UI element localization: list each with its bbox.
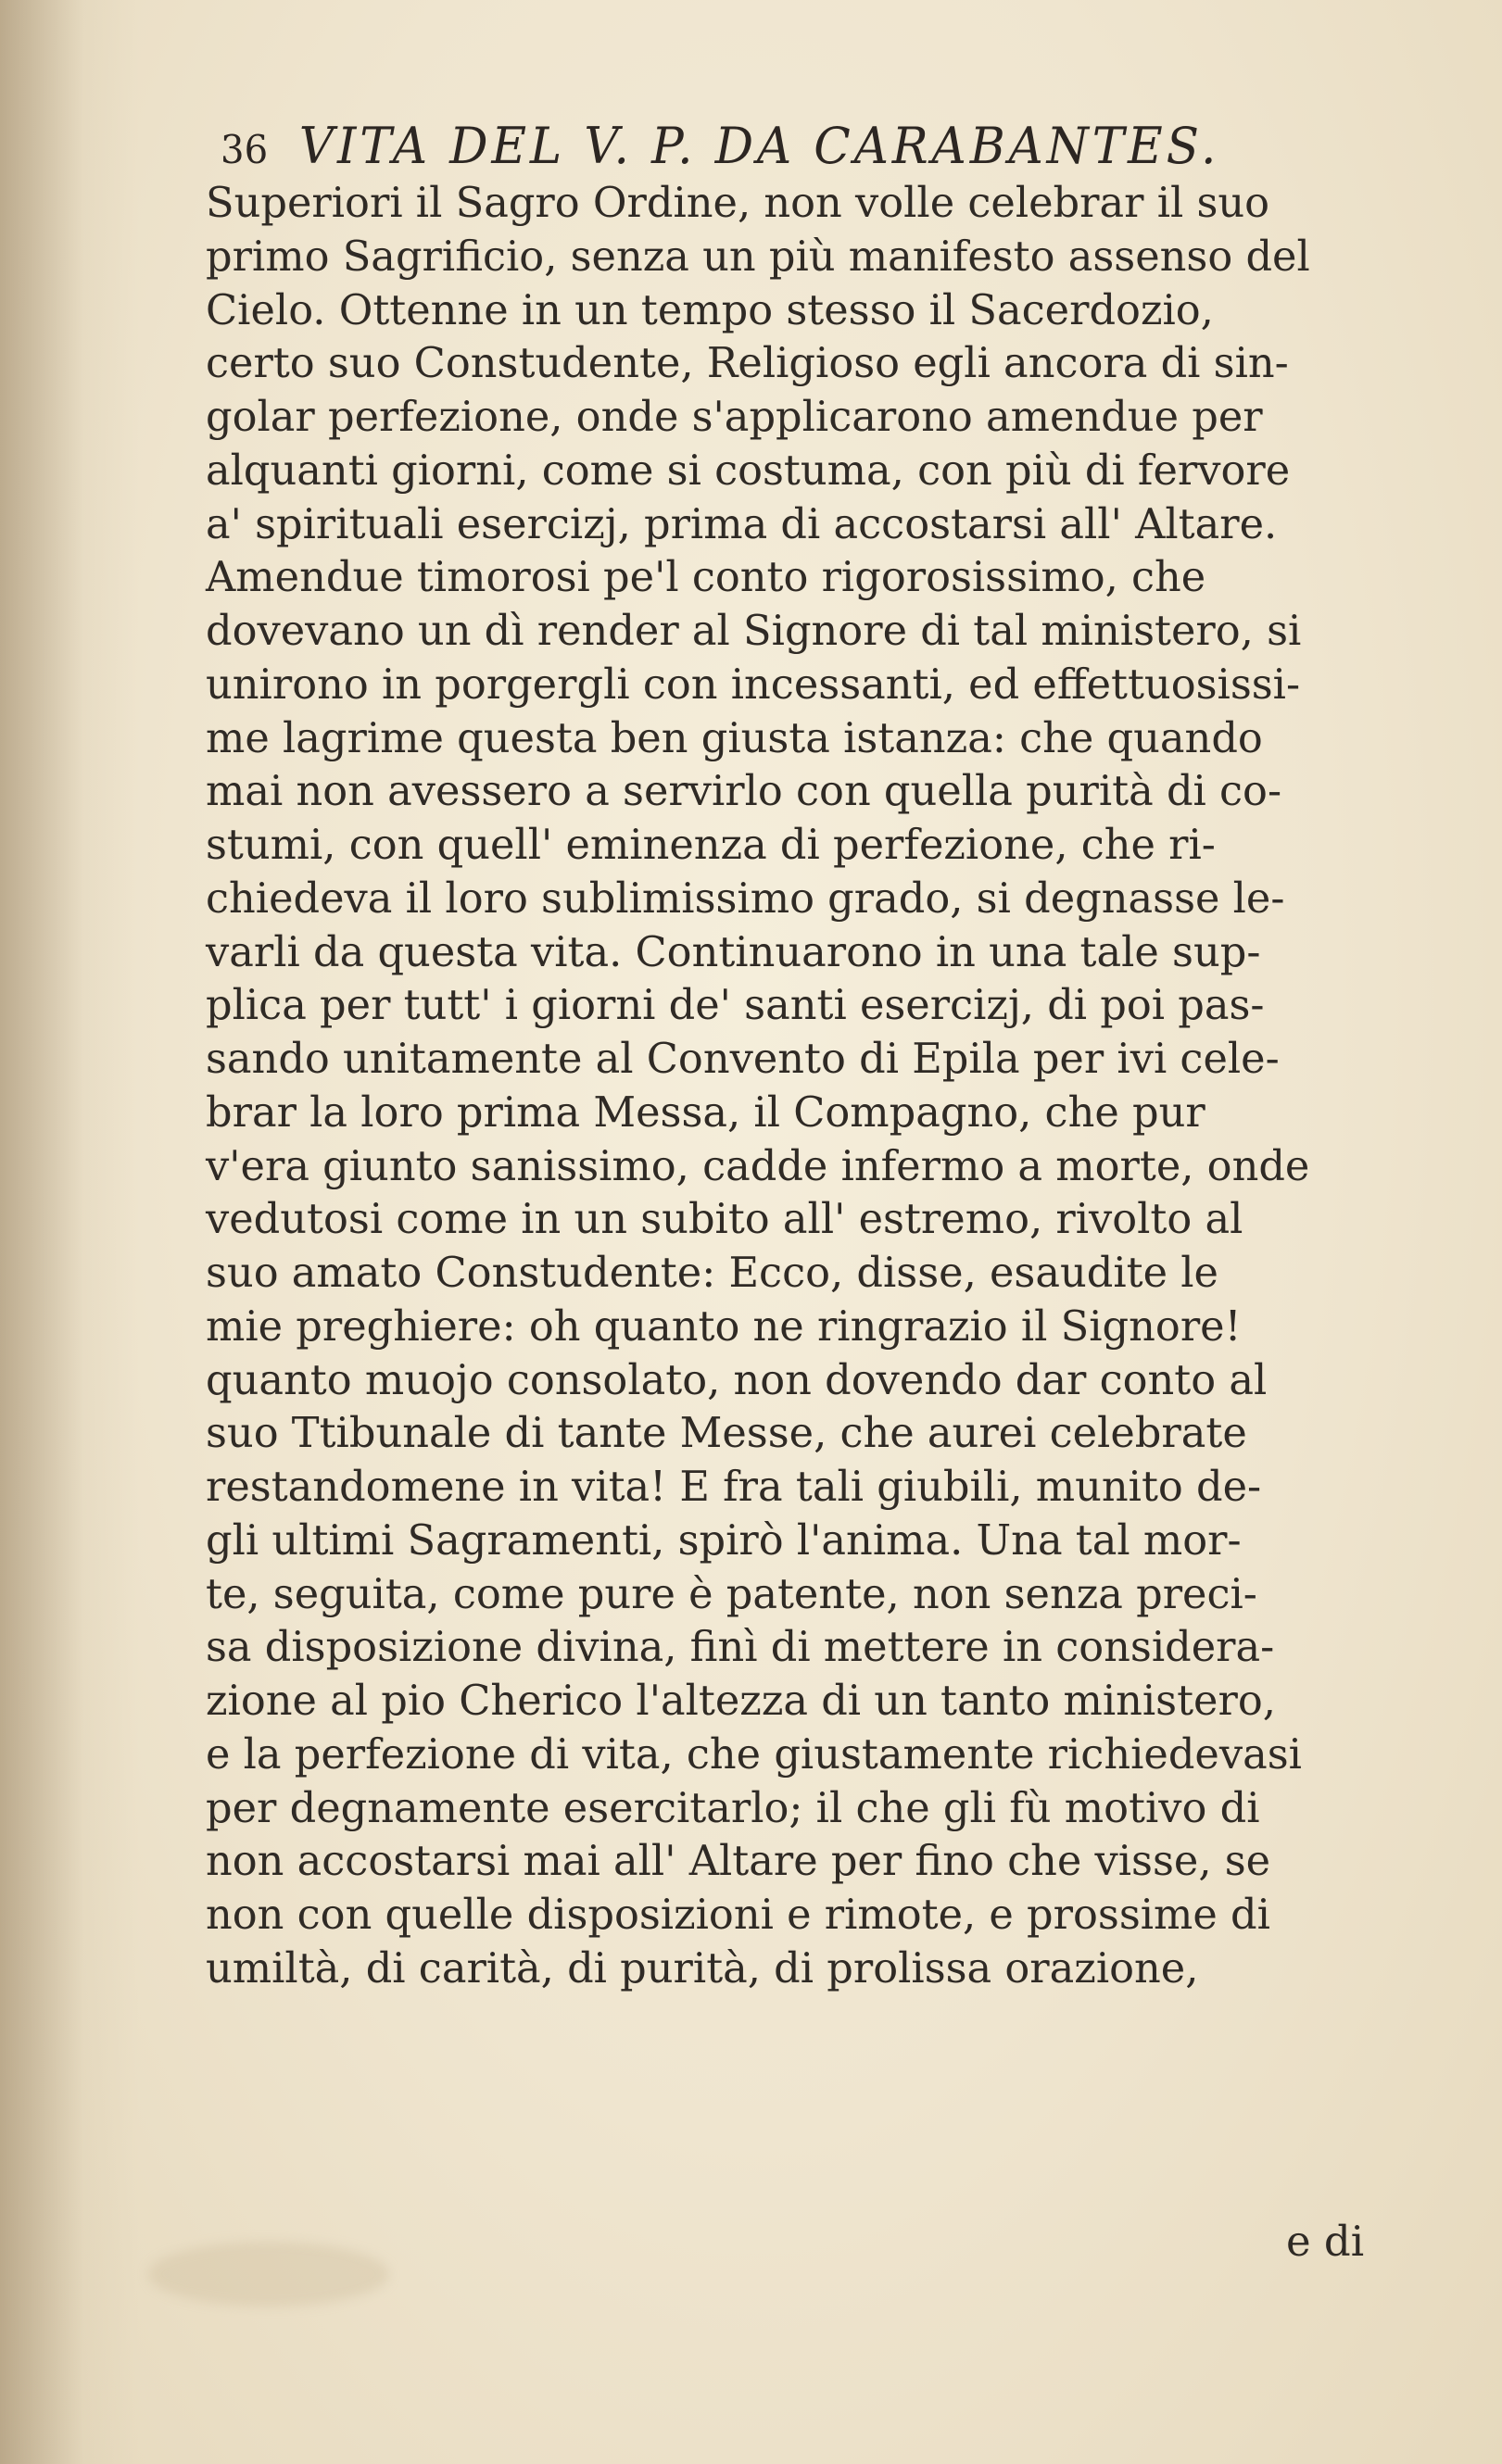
- text-line: a' spirituali esercizj, prima di accostarsi all' Altare.: [206, 498, 1278, 548]
- text-line: umiltà, di carità, di purità, di prolissa orazione,: [206, 1942, 1199, 1993]
- spine-shadow: [0, 0, 139, 2464]
- running-head: [221, 109, 1462, 183]
- text-line: restandomene in vita! E fra tali giubili, munito de-: [206, 1462, 1262, 1511]
- text-line: mie preghiere: oh quanto ne ringrazio il Signore!: [206, 1301, 1242, 1351]
- text-line: zione al pio Cherico l'altezza di un tanto ministero,: [206, 1676, 1276, 1725]
- text-line: sando unitamente al Convento di Epila per ivi cele-: [206, 1034, 1280, 1083]
- text-line: suo Ttibunale di tante Messe, che aurei celebrate: [206, 1408, 1247, 1458]
- text-line: primo Sagrificio, senza un più manifesto assenso del: [206, 231, 1310, 281]
- text-line: certo suo Constudente, Religioso egli ancora di sin-: [206, 338, 1289, 388]
- text-line: e la perfezione di vita, che giustamente richiedevasi: [206, 1729, 1302, 1779]
- text-line: varli da questa vita. Continuarono in una tale sup-: [206, 926, 1261, 976]
- text-line: alquanti giorni, come si costuma, con più di fervore: [206, 445, 1291, 495]
- text-line: non con quelle disposizioni e rimote, e prossime di: [206, 1890, 1270, 1939]
- text-line: mai non avessero a servirlo con quella purità di co-: [206, 766, 1282, 816]
- paper-stain: [148, 2242, 389, 2307]
- text-line: golar perfezione, onde s'applicarono amendue per: [206, 392, 1263, 441]
- text-line: plica per tutt' i giorni de' santi esercizj, di poi pas-: [206, 980, 1265, 1030]
- text-line: non accostarsi mai all' Altare per fino che visse, se: [206, 1836, 1271, 1886]
- text-line: Superiori il Sagro Ordine, non volle celebrar il suo: [206, 178, 1270, 227]
- text-line: te, seguita, come pure è patente, non senza preci-: [206, 1568, 1257, 1618]
- text-line: Amendue timorosi pe'l conto rigorosissimo, che: [206, 552, 1206, 602]
- text-line: quanto muojo consolato, non dovendo dar conto al: [206, 1354, 1268, 1404]
- text-line: sa disposizione divina, finì di mettere in considera-: [206, 1622, 1275, 1672]
- text-line: stumi, con quell' eminenza di perfezione, che ri-: [206, 820, 1216, 869]
- running-title: VITA DEL V. P. DA CARABANTES.: [298, 117, 1220, 175]
- text-line: brar la loro prima Messa, il Compagno, che pur: [206, 1087, 1205, 1137]
- text-line: suo amato Constudente: Ecco, disse, esaudite le: [206, 1248, 1218, 1297]
- text-line: per degnamente esercitarlo; il che gli fù motivo di: [206, 1782, 1260, 1832]
- text-line: dovevano un dì render al Signore di tal ministero, si: [206, 606, 1302, 655]
- text-line: v'era giunto sanissimo, cadde infermo a morte, onde: [206, 1140, 1310, 1190]
- text-line: vedutosi come in un subito all' estremo, rivolto al: [206, 1194, 1243, 1244]
- text-line: Cielo. Ottenne in un tempo stesso il Sacerdozio,: [206, 284, 1214, 334]
- text-line: me lagrime questa ben giusta istanza: che quando: [206, 712, 1263, 762]
- text-line: unirono in porgergli con incessanti, ed effettuosissi-: [206, 659, 1301, 709]
- body-text: [206, 176, 1484, 1995]
- catchword: e di: [1286, 2217, 1365, 2266]
- page-number: 36: [221, 127, 269, 172]
- text-line: gli ultimi Sagramenti, spirò l'anima. Una tal mor-: [206, 1515, 1242, 1565]
- text-line: chiedeva il loro sublimissimo grado, si degnasse le-: [206, 873, 1285, 923]
